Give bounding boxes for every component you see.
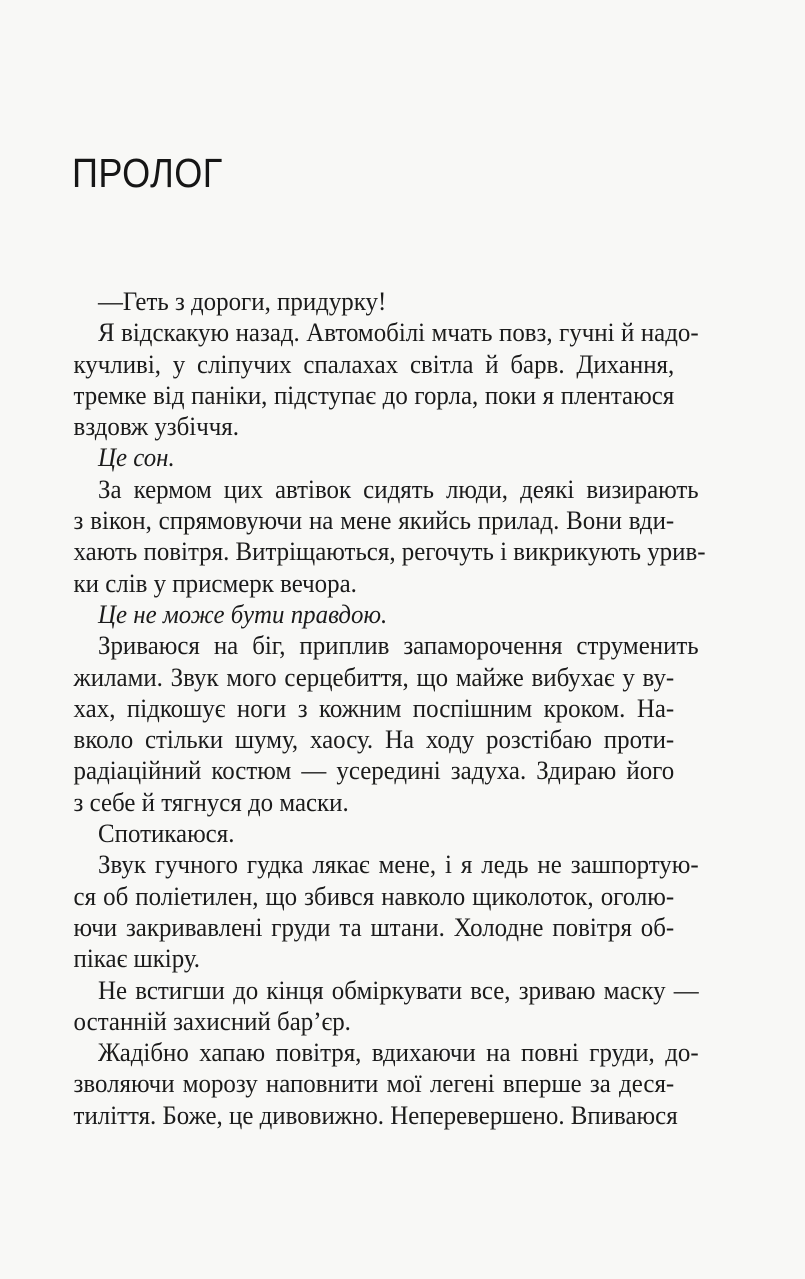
text-line: зволяючи морозу наповнити мої легені вперше за деся-	[73, 1068, 675, 1099]
text-line: вздовж узбіччя.	[73, 411, 239, 442]
text-line: ючи закривавлені груди та штани. Холодне повітря об-	[73, 911, 675, 942]
text-line: останній захисний бар’єр.	[73, 1005, 351, 1036]
text-line: Жадібно хапаю повітря, вдихаючи на повні груди, до-	[98, 1037, 699, 1068]
chapter-title: ПРОЛОГ	[72, 150, 223, 196]
text-line: хають повітря. Витріщаються, регочуть і викрикують урив-	[73, 536, 706, 567]
text-line: Це не може бути правдою.	[98, 598, 388, 629]
text-line: з вікон, спрямовуючи на мене якийсь прилад. Вони вди-	[73, 505, 675, 536]
text-line: кучливі, у сліпучих спалахах світла й барв. Дихання,	[73, 348, 675, 379]
body-text	[73, 286, 706, 1131]
text-line: ки слів у присмерк вечора.	[73, 567, 357, 598]
text-line: Спотикаюся.	[98, 818, 235, 849]
text-line: Я відскакую назад. Автомобілі мчать повз, гучні й надо-	[98, 317, 699, 348]
text-line: пікає шкіру.	[73, 943, 201, 974]
text-line: тиліття. Боже, це дивовижно. Неперевершено. Впиваюся	[73, 1099, 678, 1130]
text-line: ся об поліетилен, що збився навколо щиколоток, оголю-	[73, 880, 675, 911]
text-line: радіаційний костюм — усередині задуха. Здираю його	[73, 755, 675, 786]
text-line: тремке від паніки, підступає до горла, поки я плентаюся	[73, 379, 675, 410]
text-line: —Геть з дороги, придурку!	[98, 286, 387, 316]
text-line: хах, підкошує ноги з кожним поспішним кроком. На-	[73, 692, 675, 723]
text-line: вколо стільки шуму, хаосу. На ходу розстібаю проти-	[73, 724, 675, 755]
text-line: За кермом цих автівок сидять люди, деякі визирають	[98, 473, 699, 504]
text-line: Зриваюся на біг, приплив запаморочення струменить	[98, 630, 699, 661]
text-line: Це сон.	[98, 442, 175, 473]
text-line: Звук гучного гудка лякає мене, і я ледь не зашпортую-	[98, 849, 699, 880]
text-line: жилами. Звук мого серцебиття, що майже вибухає у ву-	[73, 661, 675, 692]
text-line: з себе й тягнуся до маски.	[73, 786, 349, 817]
text-line: Не встигши до кінця обміркувати все, зриваю маску —	[98, 974, 699, 1005]
